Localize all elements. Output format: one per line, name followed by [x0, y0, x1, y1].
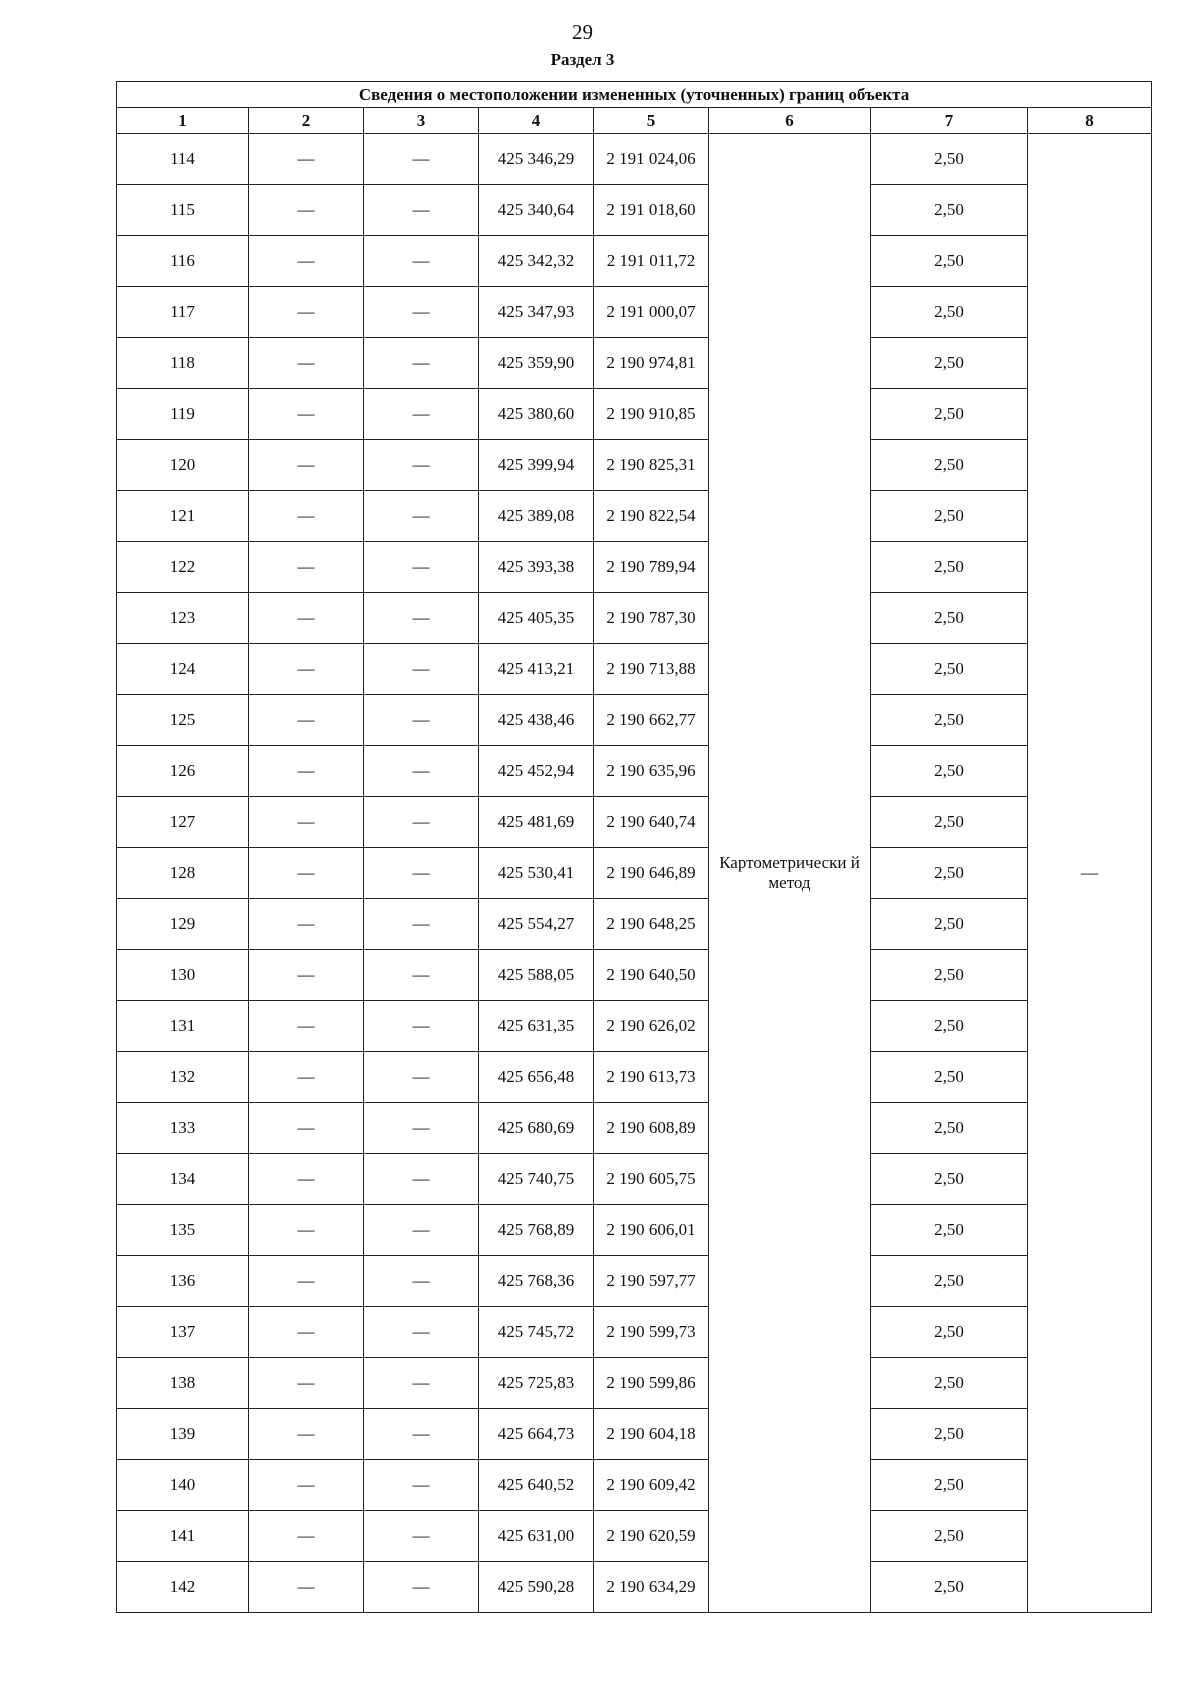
table-row [117, 491, 1152, 542]
table-row [117, 338, 1152, 389]
col3-cell: — [364, 1460, 479, 1511]
accuracy-cell: 2,50 [871, 491, 1028, 542]
col2-cell: — [249, 389, 364, 440]
col3-cell: — [364, 287, 479, 338]
col3-cell: — [364, 1052, 479, 1103]
col3-cell: — [364, 1154, 479, 1205]
table-row [117, 1205, 1152, 1256]
y-coordinate-cell: 2 190 787,30 [594, 593, 709, 644]
y-coordinate-cell: 2 190 597,77 [594, 1256, 709, 1307]
column-number-2: 2 [249, 108, 364, 134]
point-number-cell: 122 [117, 542, 249, 593]
y-coordinate-cell: 2 190 599,86 [594, 1358, 709, 1409]
col2-cell: — [249, 1103, 364, 1154]
col2-cell: — [249, 1409, 364, 1460]
point-number-cell: 132 [117, 1052, 249, 1103]
col3-cell: — [364, 797, 479, 848]
accuracy-cell: 2,50 [871, 134, 1028, 185]
col3-cell: — [364, 134, 479, 185]
col3-cell: — [364, 746, 479, 797]
table-row [117, 1460, 1152, 1511]
table-row [117, 695, 1152, 746]
col2-cell: — [249, 848, 364, 899]
col2-cell: — [249, 1001, 364, 1052]
y-coordinate-cell: 2 190 822,54 [594, 491, 709, 542]
accuracy-cell: 2,50 [871, 236, 1028, 287]
y-coordinate-cell: 2 190 640,50 [594, 950, 709, 1001]
col3-cell: — [364, 1103, 479, 1154]
col2-cell: — [249, 1562, 364, 1613]
table-row [117, 134, 1152, 185]
col2-cell: — [249, 440, 364, 491]
y-coordinate-cell: 2 191 011,72 [594, 236, 709, 287]
y-coordinate-cell: 2 190 605,75 [594, 1154, 709, 1205]
table-row [117, 1307, 1152, 1358]
y-coordinate-cell: 2 190 608,89 [594, 1103, 709, 1154]
col3-cell: — [364, 236, 479, 287]
accuracy-cell: 2,50 [871, 593, 1028, 644]
accuracy-cell: 2,50 [871, 899, 1028, 950]
table-row [117, 440, 1152, 491]
accuracy-cell: 2,50 [871, 1409, 1028, 1460]
point-number-cell: 133 [117, 1103, 249, 1154]
col2-cell: — [249, 1358, 364, 1409]
col3-cell: — [364, 491, 479, 542]
x-coordinate-cell: 425 359,90 [479, 338, 594, 389]
accuracy-cell: 2,50 [871, 185, 1028, 236]
point-number-cell: 141 [117, 1511, 249, 1562]
col2-cell: — [249, 1205, 364, 1256]
point-number-cell: 114 [117, 134, 249, 185]
col2-cell: — [249, 1460, 364, 1511]
point-number-cell: 125 [117, 695, 249, 746]
column-number-8: 8 [1028, 108, 1152, 134]
col2-cell: — [249, 134, 364, 185]
point-number-cell: 140 [117, 1460, 249, 1511]
accuracy-cell: 2,50 [871, 1460, 1028, 1511]
table-row [117, 185, 1152, 236]
x-coordinate-cell: 425 530,41 [479, 848, 594, 899]
column-number-row [117, 108, 1152, 134]
col3-cell: — [364, 695, 479, 746]
col3-cell: — [364, 1409, 479, 1460]
y-coordinate-cell: 2 190 604,18 [594, 1409, 709, 1460]
table-row [117, 1052, 1152, 1103]
x-coordinate-cell: 425 640,52 [479, 1460, 594, 1511]
y-coordinate-cell: 2 190 620,59 [594, 1511, 709, 1562]
accuracy-cell: 2,50 [871, 848, 1028, 899]
col8-cell: — [1028, 134, 1152, 1613]
accuracy-cell: 2,50 [871, 1154, 1028, 1205]
y-coordinate-cell: 2 191 000,07 [594, 287, 709, 338]
point-number-cell: 137 [117, 1307, 249, 1358]
y-coordinate-cell: 2 190 789,94 [594, 542, 709, 593]
x-coordinate-cell: 425 631,35 [479, 1001, 594, 1052]
col3-cell: — [364, 185, 479, 236]
accuracy-cell: 2,50 [871, 1205, 1028, 1256]
point-number-cell: 136 [117, 1256, 249, 1307]
col2-cell: — [249, 1256, 364, 1307]
col2-cell: — [249, 1307, 364, 1358]
point-number-cell: 118 [117, 338, 249, 389]
col2-cell: — [249, 644, 364, 695]
accuracy-cell: 2,50 [871, 1256, 1028, 1307]
col2-cell: — [249, 287, 364, 338]
y-coordinate-cell: 2 190 713,88 [594, 644, 709, 695]
column-number-1: 1 [117, 108, 249, 134]
table-row [117, 1001, 1152, 1052]
table-row [117, 797, 1152, 848]
table-row [117, 1154, 1152, 1205]
col2-cell: — [249, 746, 364, 797]
y-coordinate-cell: 2 191 024,06 [594, 134, 709, 185]
table-row [117, 644, 1152, 695]
accuracy-cell: 2,50 [871, 1001, 1028, 1052]
y-coordinate-cell: 2 190 662,77 [594, 695, 709, 746]
x-coordinate-cell: 425 554,27 [479, 899, 594, 950]
x-coordinate-cell: 425 588,05 [479, 950, 594, 1001]
accuracy-cell: 2,50 [871, 644, 1028, 695]
method-cell: Картометрически й метод [709, 134, 871, 1613]
column-number-4: 4 [479, 108, 594, 134]
col3-cell: — [364, 389, 479, 440]
x-coordinate-cell: 425 631,00 [479, 1511, 594, 1562]
point-number-cell: 115 [117, 185, 249, 236]
point-number-cell: 116 [117, 236, 249, 287]
col2-cell: — [249, 542, 364, 593]
point-number-cell: 129 [117, 899, 249, 950]
point-number-cell: 135 [117, 1205, 249, 1256]
col3-cell: — [364, 1307, 479, 1358]
accuracy-cell: 2,50 [871, 950, 1028, 1001]
column-number-3: 3 [364, 108, 479, 134]
x-coordinate-cell: 425 680,69 [479, 1103, 594, 1154]
point-number-cell: 142 [117, 1562, 249, 1613]
x-coordinate-cell: 425 346,29 [479, 134, 594, 185]
y-coordinate-cell: 2 190 635,96 [594, 746, 709, 797]
col3-cell: — [364, 950, 479, 1001]
col2-cell: — [249, 1511, 364, 1562]
accuracy-cell: 2,50 [871, 1358, 1028, 1409]
point-number-cell: 124 [117, 644, 249, 695]
x-coordinate-cell: 425 656,48 [479, 1052, 594, 1103]
accuracy-cell: 2,50 [871, 746, 1028, 797]
point-number-cell: 117 [117, 287, 249, 338]
table-row [117, 236, 1152, 287]
accuracy-cell: 2,50 [871, 695, 1028, 746]
y-coordinate-cell: 2 190 606,01 [594, 1205, 709, 1256]
col2-cell: — [249, 695, 364, 746]
column-number-5: 5 [594, 108, 709, 134]
accuracy-cell: 2,50 [871, 1052, 1028, 1103]
section-title: Раздел 3 [550, 50, 615, 69]
column-number-7: 7 [871, 108, 1028, 134]
accuracy-cell: 2,50 [871, 1511, 1028, 1562]
x-coordinate-cell: 425 342,32 [479, 236, 594, 287]
col2-cell: — [249, 797, 364, 848]
y-coordinate-cell: 2 190 599,73 [594, 1307, 709, 1358]
x-coordinate-cell: 425 664,73 [479, 1409, 594, 1460]
y-coordinate-cell: 2 190 634,29 [594, 1562, 709, 1613]
y-coordinate-cell: 2 191 018,60 [594, 185, 709, 236]
table-row [117, 950, 1152, 1001]
y-coordinate-cell: 2 190 648,25 [594, 899, 709, 950]
table-row [117, 1511, 1152, 1562]
table-row [117, 899, 1152, 950]
col2-cell: — [249, 185, 364, 236]
x-coordinate-cell: 425 740,75 [479, 1154, 594, 1205]
page-number: 29 [572, 20, 593, 44]
table-row [117, 542, 1152, 593]
col3-cell: — [364, 593, 479, 644]
point-number-cell: 127 [117, 797, 249, 848]
point-number-cell: 120 [117, 440, 249, 491]
col3-cell: — [364, 1205, 479, 1256]
table-row [117, 1409, 1152, 1460]
accuracy-cell: 2,50 [871, 1562, 1028, 1613]
table-row [117, 287, 1152, 338]
col2-cell: — [249, 593, 364, 644]
accuracy-cell: 2,50 [871, 287, 1028, 338]
table-row [117, 848, 1152, 899]
col3-cell: — [364, 1001, 479, 1052]
col2-cell: — [249, 1154, 364, 1205]
y-coordinate-cell: 2 190 825,31 [594, 440, 709, 491]
accuracy-cell: 2,50 [871, 440, 1028, 491]
y-coordinate-cell: 2 190 613,73 [594, 1052, 709, 1103]
col3-cell: — [364, 1511, 479, 1562]
x-coordinate-cell: 425 393,38 [479, 542, 594, 593]
point-number-cell: 130 [117, 950, 249, 1001]
col2-cell: — [249, 950, 364, 1001]
x-coordinate-cell: 425 452,94 [479, 746, 594, 797]
col3-cell: — [364, 1358, 479, 1409]
x-coordinate-cell: 425 438,46 [479, 695, 594, 746]
y-coordinate-cell: 2 190 910,85 [594, 389, 709, 440]
point-number-cell: 128 [117, 848, 249, 899]
point-number-cell: 123 [117, 593, 249, 644]
y-coordinate-cell: 2 190 974,81 [594, 338, 709, 389]
table-row [117, 1358, 1152, 1409]
point-number-cell: 138 [117, 1358, 249, 1409]
table-row [117, 746, 1152, 797]
x-coordinate-cell: 425 405,35 [479, 593, 594, 644]
table-row [117, 1256, 1152, 1307]
col3-cell: — [364, 1256, 479, 1307]
x-coordinate-cell: 425 413,21 [479, 644, 594, 695]
point-number-cell: 126 [117, 746, 249, 797]
accuracy-cell: 2,50 [871, 338, 1028, 389]
x-coordinate-cell: 425 347,93 [479, 287, 594, 338]
col3-cell: — [364, 1562, 479, 1613]
accuracy-cell: 2,50 [871, 389, 1028, 440]
y-coordinate-cell: 2 190 640,74 [594, 797, 709, 848]
point-number-cell: 131 [117, 1001, 249, 1052]
col2-cell: — [249, 491, 364, 542]
point-number-cell: 119 [117, 389, 249, 440]
point-number-cell: 139 [117, 1409, 249, 1460]
col3-cell: — [364, 644, 479, 695]
x-coordinate-cell: 425 481,69 [479, 797, 594, 848]
col3-cell: — [364, 899, 479, 950]
col2-cell: — [249, 338, 364, 389]
y-coordinate-cell: 2 190 646,89 [594, 848, 709, 899]
x-coordinate-cell: 425 590,28 [479, 1562, 594, 1613]
y-coordinate-cell: 2 190 609,42 [594, 1460, 709, 1511]
point-number-cell: 121 [117, 491, 249, 542]
x-coordinate-cell: 425 768,36 [479, 1256, 594, 1307]
x-coordinate-cell: 425 399,94 [479, 440, 594, 491]
col2-cell: — [249, 236, 364, 287]
table-caption: Сведения о местоположении измененных (уточненных) границ объекта [117, 82, 1152, 108]
col3-cell: — [364, 440, 479, 491]
table-row [117, 1562, 1152, 1613]
table-row [117, 389, 1152, 440]
col3-cell: — [364, 338, 479, 389]
x-coordinate-cell: 425 768,89 [479, 1205, 594, 1256]
col3-cell: — [364, 848, 479, 899]
table-row [117, 593, 1152, 644]
col2-cell: — [249, 1052, 364, 1103]
point-number-cell: 134 [117, 1154, 249, 1205]
accuracy-cell: 2,50 [871, 1103, 1028, 1154]
col2-cell: — [249, 899, 364, 950]
x-coordinate-cell: 425 380,60 [479, 389, 594, 440]
x-coordinate-cell: 425 725,83 [479, 1358, 594, 1409]
accuracy-cell: 2,50 [871, 797, 1028, 848]
accuracy-cell: 2,50 [871, 542, 1028, 593]
column-number-6: 6 [709, 108, 871, 134]
x-coordinate-cell: 425 340,64 [479, 185, 594, 236]
boundary-coordinates-table [116, 81, 1152, 1613]
y-coordinate-cell: 2 190 626,02 [594, 1001, 709, 1052]
x-coordinate-cell: 425 745,72 [479, 1307, 594, 1358]
x-coordinate-cell: 425 389,08 [479, 491, 594, 542]
table-row [117, 1103, 1152, 1154]
accuracy-cell: 2,50 [871, 1307, 1028, 1358]
col3-cell: — [364, 542, 479, 593]
